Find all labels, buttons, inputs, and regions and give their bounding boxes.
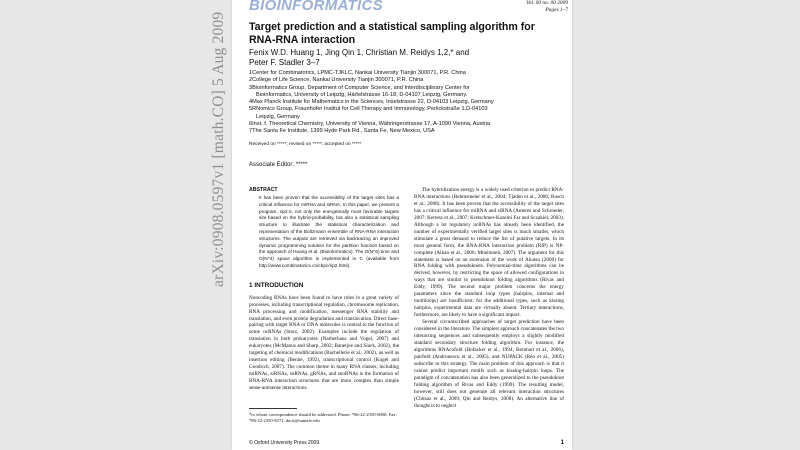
introduction-text: Noncoding RNAs have been found to have roles in a great variety of processes, including transcriptional regulation, chromosome replication, RNA processing and modification, messenger RNA stability and translation, and even protein degradation and translocation. Direct base-pairing with target RNA or DNA molecules is central to the function of some ncRNAs (Storz, 2002). Examples include the regulation of translation in both prokaryotes (Narberhaus and Vogel, 2007) and eukaryotes (McManus and Sharp, 2002; Banerjee and Slack, 2002), the targeting of chemical modifications (Bachellerie et al., 2002), as well as insertion editing (Benne, 1992), transcriptional control (Kugel and Goodrich, 2007). The common theme in many RNA classes, including miRNAs, siRNAs, snRNAs, gRNAs, and snoRNAs is the formation of RNA-RNA interaction structures that are more complex than simple sense-antisense interactions. bbox=[249, 294, 399, 392]
affiliation-5: 5RNomics Group, Fraunhofer Institut for Cell Therapy and Immunology, Perlickstraße 1,D-04103 bbox=[249, 106, 488, 113]
pages-line: Pages 1–7 bbox=[545, 6, 568, 13]
authors-line-2: Peter F. Stadler 3–7 bbox=[249, 58, 320, 67]
affiliation-4: 4Max Planck Institute for Mathematics in the Sciences, Inselstrasse 22, D-04103 Leipzig, Germany bbox=[249, 99, 494, 106]
affiliation-2: 2College of Life Science, Nankai University Tianjin 300071, P.R. China bbox=[249, 77, 424, 84]
associate-editor: Associate Editor: ***** bbox=[249, 162, 308, 168]
abstract-text: It has been proven that the accessibility of the target sites has a critical influence for miRNA and siRNA. In this paper, we present a program, rip2.0, not only the energetically most favorable targets site based on the hybrid-probability, but also a statistical sampling structure to illustrate the statistical characterization and representation of the Boltzmann ensemble of RNA-RNA interaction structures. The outputs are retrieved via backtracing an improved dynamic programming solution for the partition function based on the approach of Huang et al. (Bioinformatics). The O(N^6) time and O(N^4) space algorithm is implemented in C (available from http://www.combinatorics.cn/cbpc/rip2.html). bbox=[259, 194, 399, 268]
author-list bbox=[249, 48, 564, 68]
affiliation-3: 3Bioinformatics Group, Department of Computer Science, and Interdisciplinary Center for bbox=[249, 84, 470, 91]
right-paragraph-1: The hybridization energy is a widely used criterion to predict RNA-RNA interactions (Rehmsmeier et al., 2004; Tjaden et al., 2006; Busch et al., 2008). It has been proven that the accessibility of the target sites has a critical influence for miRNA and siRNA (Ameres and Schroeder, 2007; Kertesz et al., 2007; Kretschmer-Kazemi Far and Sczakiel, 2003). Although a lot regulatory ncRNAs has already been identified, the number of experimentally verified target sites is much smaller, which stimulate a great demand to reduce the list of putative targets. In its most general form, the RNA-RNA interaction problem (RIP) is NP-complete (Alkan et al., 2006; Mneimneh, 2007). The argument for this statement is based on an extension of the work of Akutsu (2000) for RNA folding with pseudoknots. Polynomial-time algorithms can be derived, however, by restricting the space of allowed configurations in ways that are similar to pseudoknot folding algorithms (Rivas and Eddy, 1999). The second major problem concerns the energy parameters since the standard loop types (hairpins, internal and multiloops) are insufficient; for the additional types, such as kissing hairpins, experimental data are virtually absent. Tertiary interactions, furthermore, are likely to have a significant impact. bbox=[414, 187, 564, 319]
arxiv-stamp: arXiv:0908.0597v1 [math.CO] 5 Aug 2009 bbox=[210, 11, 227, 287]
volume-line: Vol. 00 no. 00 2009 bbox=[526, 0, 568, 6]
affiliation-7: 7The Santa Fe Institute, 1399 Hyde Park Rd., Santa Fe, New Mexico, USA bbox=[249, 128, 435, 135]
affiliation-5-cont: Leipzig, Germany bbox=[256, 113, 300, 120]
right-column bbox=[414, 187, 564, 410]
correspondence-footnote: *to whom correspondence should be addressed. Phone: *86-22-2350-6800; Fax: *86-22-2350-9272, duck@santafe.edu bbox=[249, 412, 397, 423]
volume-info bbox=[526, 0, 568, 13]
affiliation-3-cont: Bioinformatics, University of Leipzig, Härtelstrasse 16-18, D-04107 Leipzig, Germany. bbox=[256, 91, 468, 98]
copyright-notice: © Oxford University Press 2009. bbox=[249, 440, 321, 446]
paper-title: Target prediction and a statistical sampling algorithm for RNA-RNA interaction bbox=[249, 21, 535, 46]
authors-line-1: Fenix W.D. Huang 1, Jing Qin 1, Christian M. Reidys 1,2,* and bbox=[249, 48, 470, 57]
affiliation-1: 1Center for Combinatorics, LPMC-TJKLC, Nankai University Tianjin 300071, P.R. China bbox=[249, 70, 466, 76]
paper-page bbox=[232, 0, 572, 450]
page-number: 1 bbox=[560, 440, 564, 446]
affiliation-6: 6Inst. f. Theoretical Chemistry, University of Vienna, Währingerstrasse 17, A-1090 Vienna, Austria bbox=[249, 121, 491, 128]
introduction-heading: 1 INTRODUCTION bbox=[249, 281, 304, 289]
received-dates: Received on *****; revised on *****; accepted on ***** bbox=[249, 142, 362, 147]
right-paragraph-2: Several circumscribed approaches of target prediction have been considered in the literature. The simplest approach concatenates the two interacting sequences and subsequently employs a slightly modified standard secondary structure folding algorithm. For instance, the algorithms RNAcofold (Hofacker et al., 1994; Bernhart et al., 2006), pairfold (Andronescu et al., 2005), and NUPACK (Ren et al., 2005) subscribe to this strategy. The main problem of this approach is that it cannot predict important motifs such as kissing-hairpin loops. The paradigm of concatenation has also been generalized to the pseudoknot folding algorithm of Rivas and Eddy (1999). The resulting model, however, still does not generate all relevant interaction structures (Chitsaz et al., 2009; Qin and Reidys, 2008). An alternative line of thought is to neglect bbox=[414, 319, 564, 409]
footnote-rule bbox=[249, 408, 297, 409]
abstract-heading: ABSTRACT bbox=[249, 187, 278, 193]
left-column bbox=[249, 187, 399, 392]
journal-name: BIOINFORMATICS bbox=[249, 0, 383, 14]
affiliations bbox=[249, 70, 569, 136]
